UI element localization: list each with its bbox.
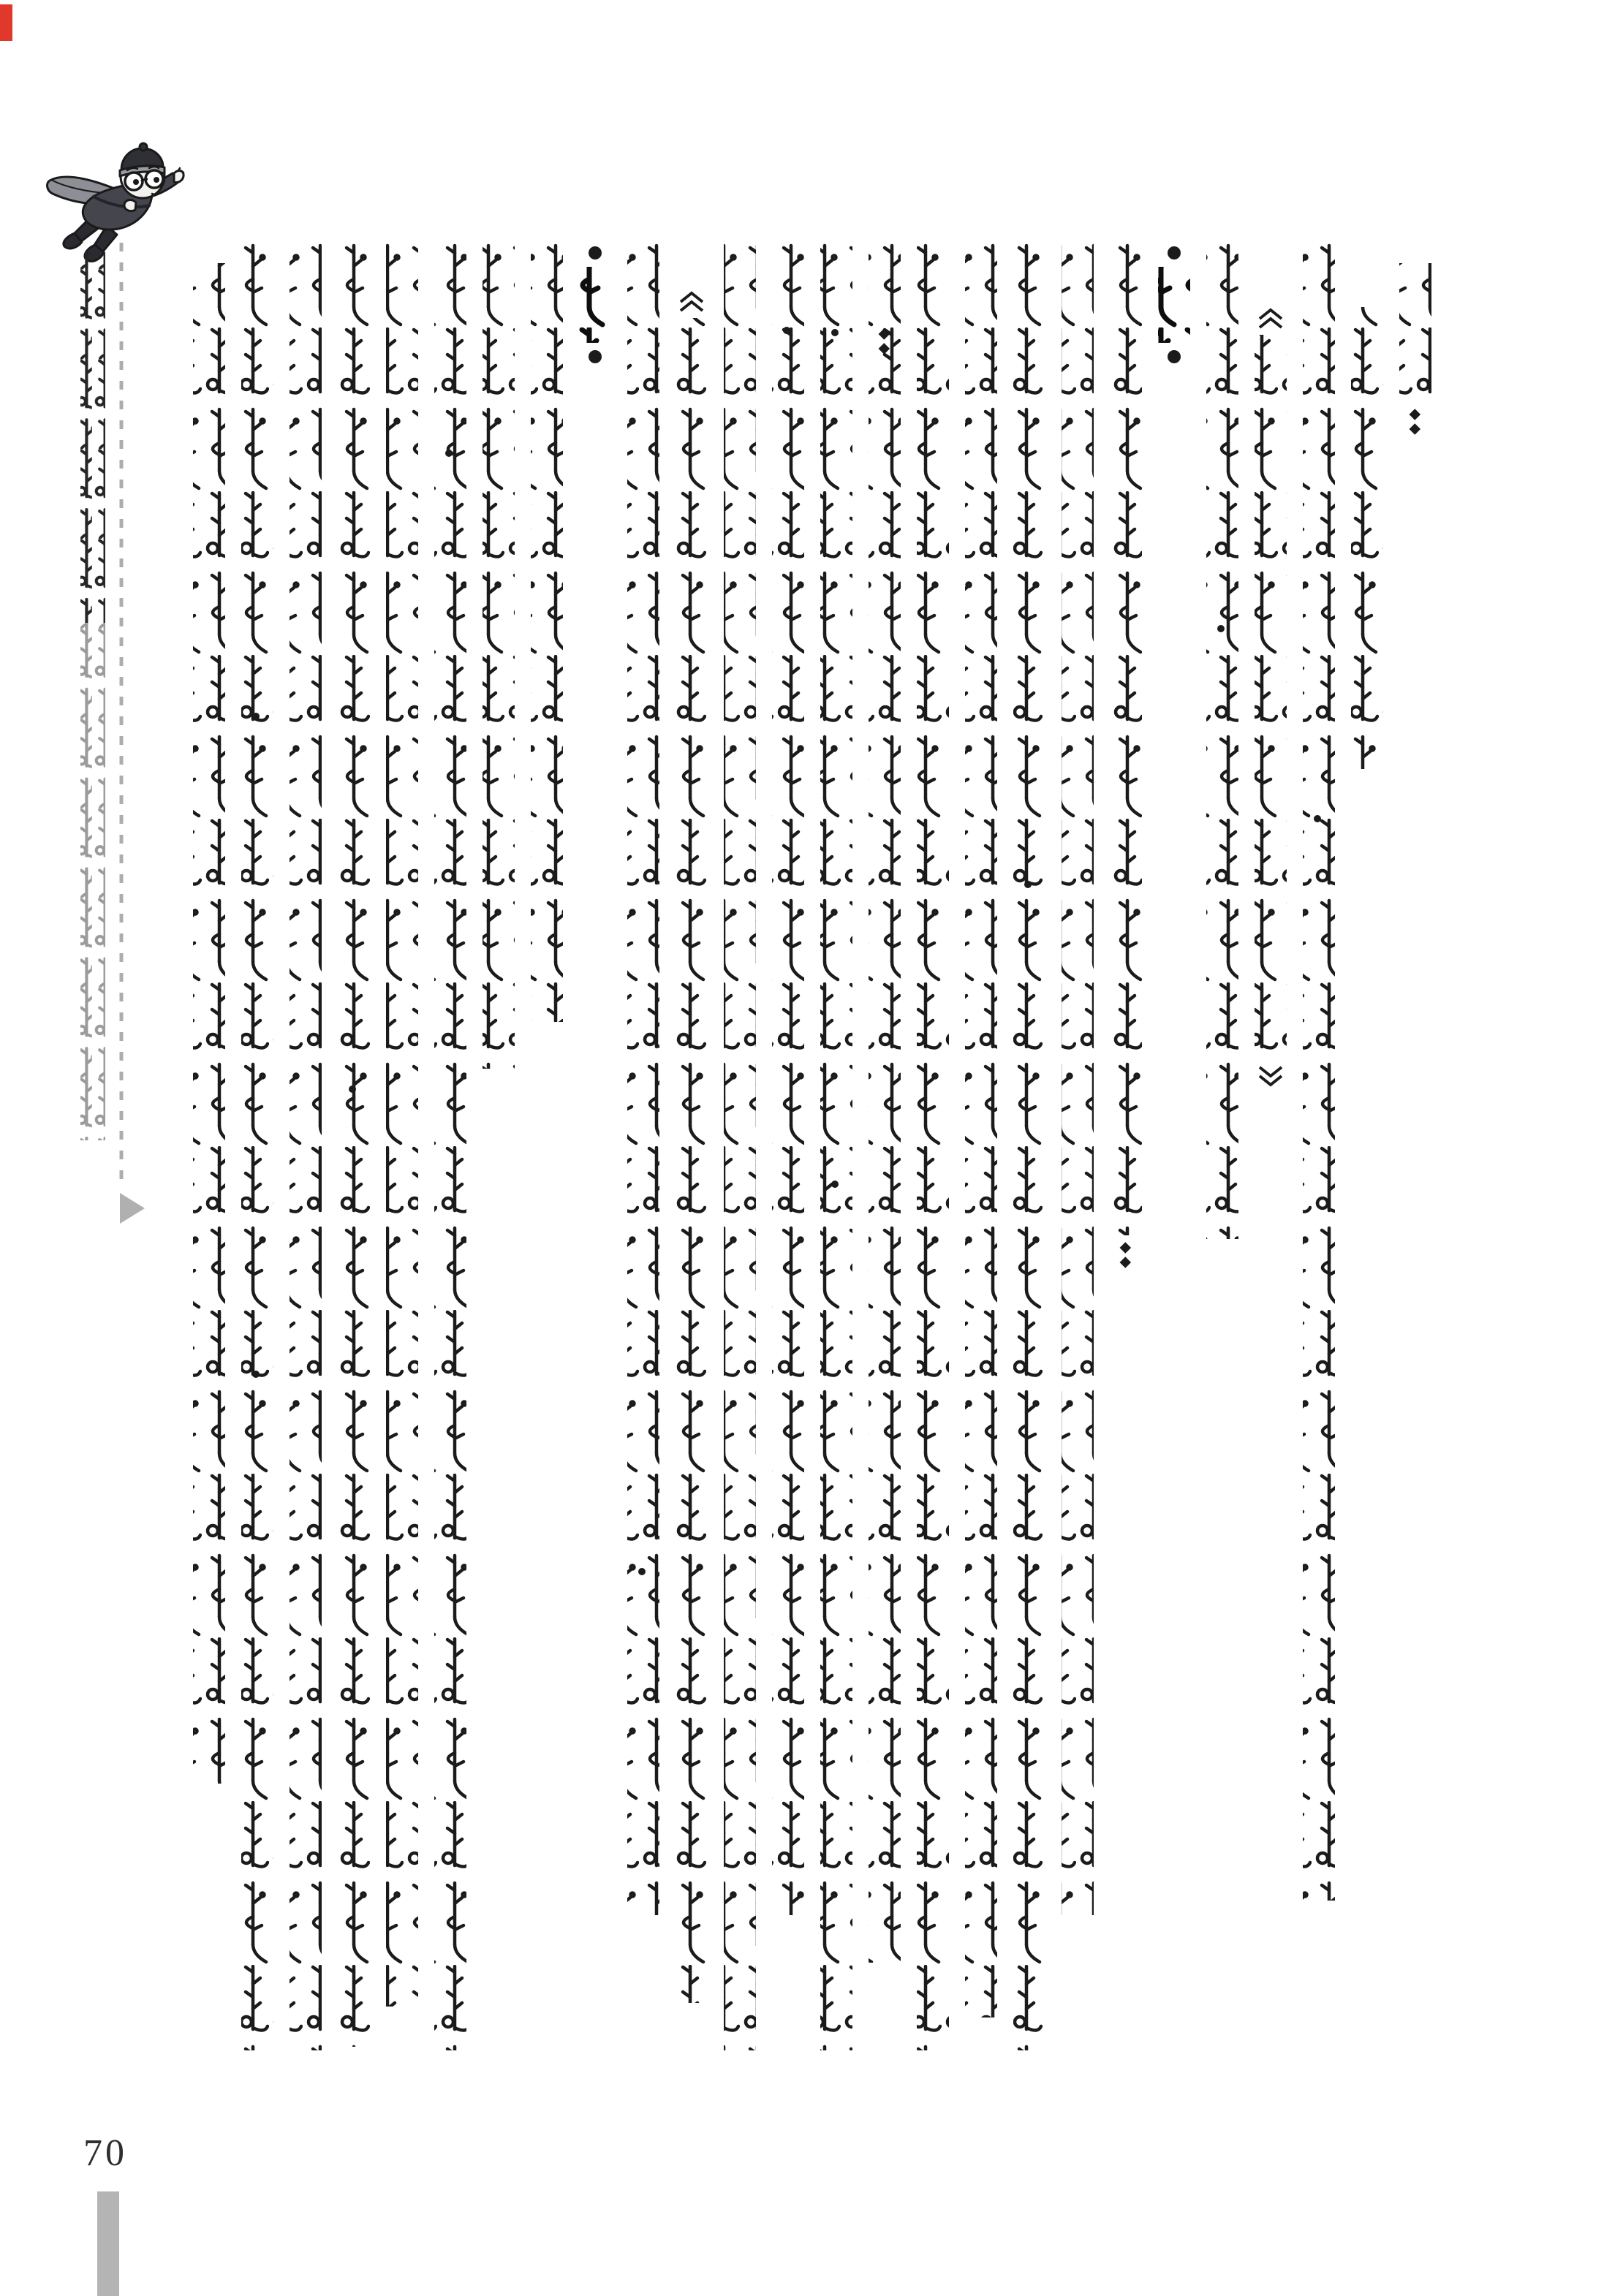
sidebar-unit-label	[80, 252, 105, 1140]
page-number: 70	[83, 2132, 127, 2174]
bottom-tab-bar	[97, 2191, 119, 2296]
body-columns	[193, 241, 1431, 2050]
dotted-leader	[120, 243, 145, 1224]
